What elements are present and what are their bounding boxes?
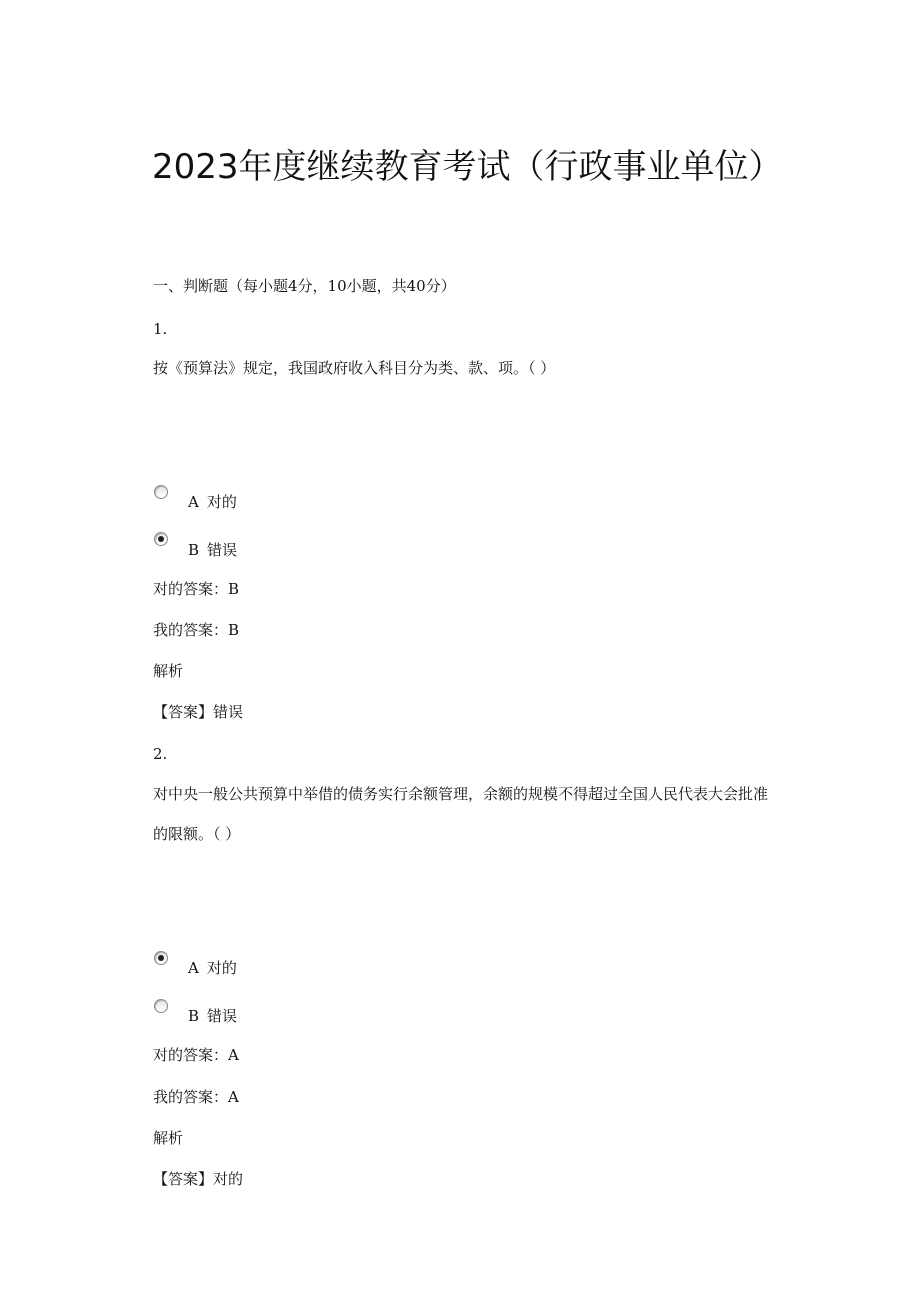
analysis-text: 【答案】对的 <box>153 1170 244 1188</box>
correct-answer: 对的答案：A <box>153 1046 239 1064</box>
my-answer: 我的答案：B <box>153 621 240 639</box>
option-letter: B <box>188 1007 200 1025</box>
analysis-label: 解析 <box>153 1129 184 1147</box>
option-b-label[interactable] <box>188 1006 237 1026</box>
option-b-label[interactable] <box>188 540 237 560</box>
page-title: 2023年度继续教育考试（行政事业单位） <box>152 147 783 187</box>
option-a-label[interactable] <box>188 492 237 512</box>
option-text: 错误 <box>207 541 238 559</box>
question-number: 1. <box>153 320 168 338</box>
option-a-label[interactable] <box>188 958 237 978</box>
question-text: 按《预算法》规定，我国政府收入科目分为类、款、项。（ ） <box>153 359 556 377</box>
option-b-radio[interactable] <box>154 999 168 1013</box>
option-a-radio[interactable] <box>154 951 168 965</box>
option-text: 对的 <box>206 493 237 511</box>
correct-answer: 对的答案：B <box>153 580 240 598</box>
question-text: 对中央一般公共预算中举借的债务实行余额管理，余额的规模不得超过全国人民代表大会批准的限额。（ ） <box>153 785 769 843</box>
option-letter: A <box>188 959 199 977</box>
option-a-radio[interactable] <box>154 485 168 499</box>
analysis-label: 解析 <box>153 662 184 680</box>
option-letter: B <box>188 541 200 559</box>
option-letter: A <box>188 493 199 511</box>
option-text: 错误 <box>207 1007 238 1025</box>
my-answer: 我的答案：A <box>153 1088 239 1106</box>
analysis-text: 【答案】错误 <box>153 703 244 721</box>
section-heading: 一、判断题（每小题4分，10小题，共40分） <box>153 277 456 295</box>
option-text: 对的 <box>206 959 237 977</box>
question-number: 2. <box>153 745 168 763</box>
option-b-radio[interactable] <box>154 532 168 546</box>
